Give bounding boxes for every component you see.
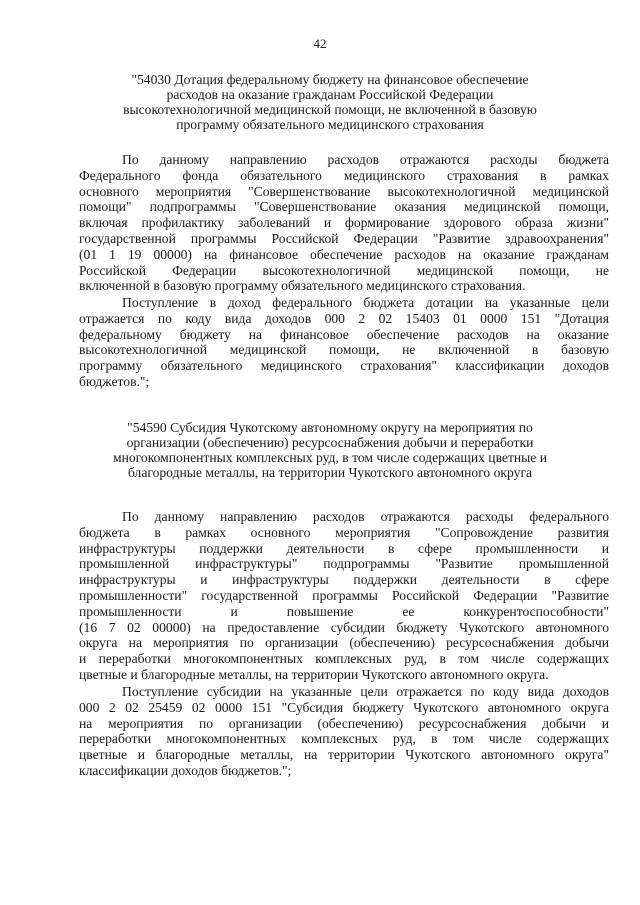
text-line: на мероприятия по организации (обеспечению) ресурсоснабжения добычи и [79, 715, 609, 731]
text-line: и переработки многокомпонентных комплексных руд, в том числе содержащих [79, 651, 609, 667]
text-line: (01 1 19 00000) на финансовое обеспечение расходов на оказание гражданам [79, 246, 609, 262]
text-line: бюджетов."; [79, 373, 150, 389]
text-line: переработки многокомпонентных комплексных руд, в том числе содержащих [79, 731, 609, 747]
text-line: промышленности" государственной программы Российской Федерации "Развитие [79, 587, 609, 603]
text-line: Поступление в доход федерального бюджета дотации на указанные цели [122, 295, 609, 310]
text-line: отражается по коду вида доходов 000 2 02 15403 01 0000 151 "Дотация [79, 310, 609, 326]
heading-line: организации (обеспечению) ресурсоснабжения добычи и переработки [126, 435, 534, 450]
text-line: бюджета в рамках основного мероприятия "Сопровождение развития [79, 524, 609, 540]
text-line: государственной программы Российской Федерации "Развитие здравоохранения" [79, 230, 609, 246]
text-line: инфраструктуры и инфраструктуры поддержки деятельности в сфере [79, 572, 609, 588]
text-line: Федерального фонда обязательного медицинского страхования в рамках [79, 167, 609, 183]
text-line: основного мероприятия "Совершенствование высокотехнологичной медицинской [79, 183, 609, 199]
text-line: По данному направлению расходов отражаются расходы бюджета [122, 152, 609, 167]
heading-line: программу обязательного медицинского страхования [176, 117, 484, 132]
paragraph-54590-revenue-code [79, 684, 609, 779]
heading-line: многокомпонентных комплексных руд, в том числе содержащих цветные и [112, 450, 547, 465]
text-line: включая профилактику заболеваний и формирование здорового образа жизни" [79, 215, 609, 231]
heading-line: расходов на оказание гражданам Российской Федерации [166, 87, 494, 102]
heading-line: "54030 Дотация федеральному бюджету на финансовое обеспечение [131, 72, 529, 87]
text-line: помощи" подпрограммы "Совершенствование оказания медицинской помощи, [79, 199, 609, 215]
section-heading-54030 [80, 72, 580, 132]
text-line: По данному направлению расходов отражаются расходы федерального [122, 509, 609, 524]
text-line: (16 7 02 00000) на предоставление субсидии бюджету Чукотского автономного [79, 619, 609, 635]
text-line: высокотехнологичной медицинской помощи, не включенной в базовую [79, 342, 609, 358]
heading-line: высокотехнологичной медицинской помощи, не включенной в базовую [123, 102, 537, 117]
text-line: Российской Федерации высокотехнологичной медицинской помощи, не [79, 262, 609, 278]
text-line: 000 2 02 25459 02 0000 151 "Субсидия бюджету Чукотского автономного округа [79, 699, 609, 715]
text-line: промышленной инфраструктуры" подпрограммы "Развитие промышленной [79, 556, 609, 572]
text-line: цветные и благородные металлы, на территории Чукотского автономного округа. [79, 666, 549, 682]
paragraph-54030-revenue-code [79, 295, 609, 390]
heading-line: благородные металлы, на территории Чукотского автономного округа [127, 465, 533, 480]
text-line: Поступление субсидии на указанные цели отражается по коду вида доходов [122, 684, 609, 699]
paragraph-54590-description [79, 509, 609, 683]
text-line: цветные и благородные металлы, на территории Чукотского автономного округа" [79, 747, 609, 763]
text-line: федеральному бюджету на финансовое обеспечение расходов на оказание [79, 326, 609, 342]
text-line: инфраструктуры поддержки деятельности в сфере промышленности и [79, 540, 609, 556]
text-line: округа на мероприятия по организации (обеспечению) ресурсоснабжения добычи [79, 635, 609, 651]
text-line: программу обязательного медицинского страхования" классификации доходов [79, 358, 609, 374]
section-heading-54590 [80, 420, 580, 480]
text-line: включенной в базовую программу обязательного медицинского страхования. [79, 278, 526, 294]
page-number: 42 [313, 36, 327, 51]
text-line: промышленности и повышение ее конкурентоспособности" [79, 603, 609, 619]
text-line: классификации доходов бюджетов."; [79, 762, 292, 778]
paragraph-54030-description [79, 152, 609, 294]
heading-line: "54590 Субсидия Чукотскому автономному округу на мероприятия по [127, 420, 533, 435]
